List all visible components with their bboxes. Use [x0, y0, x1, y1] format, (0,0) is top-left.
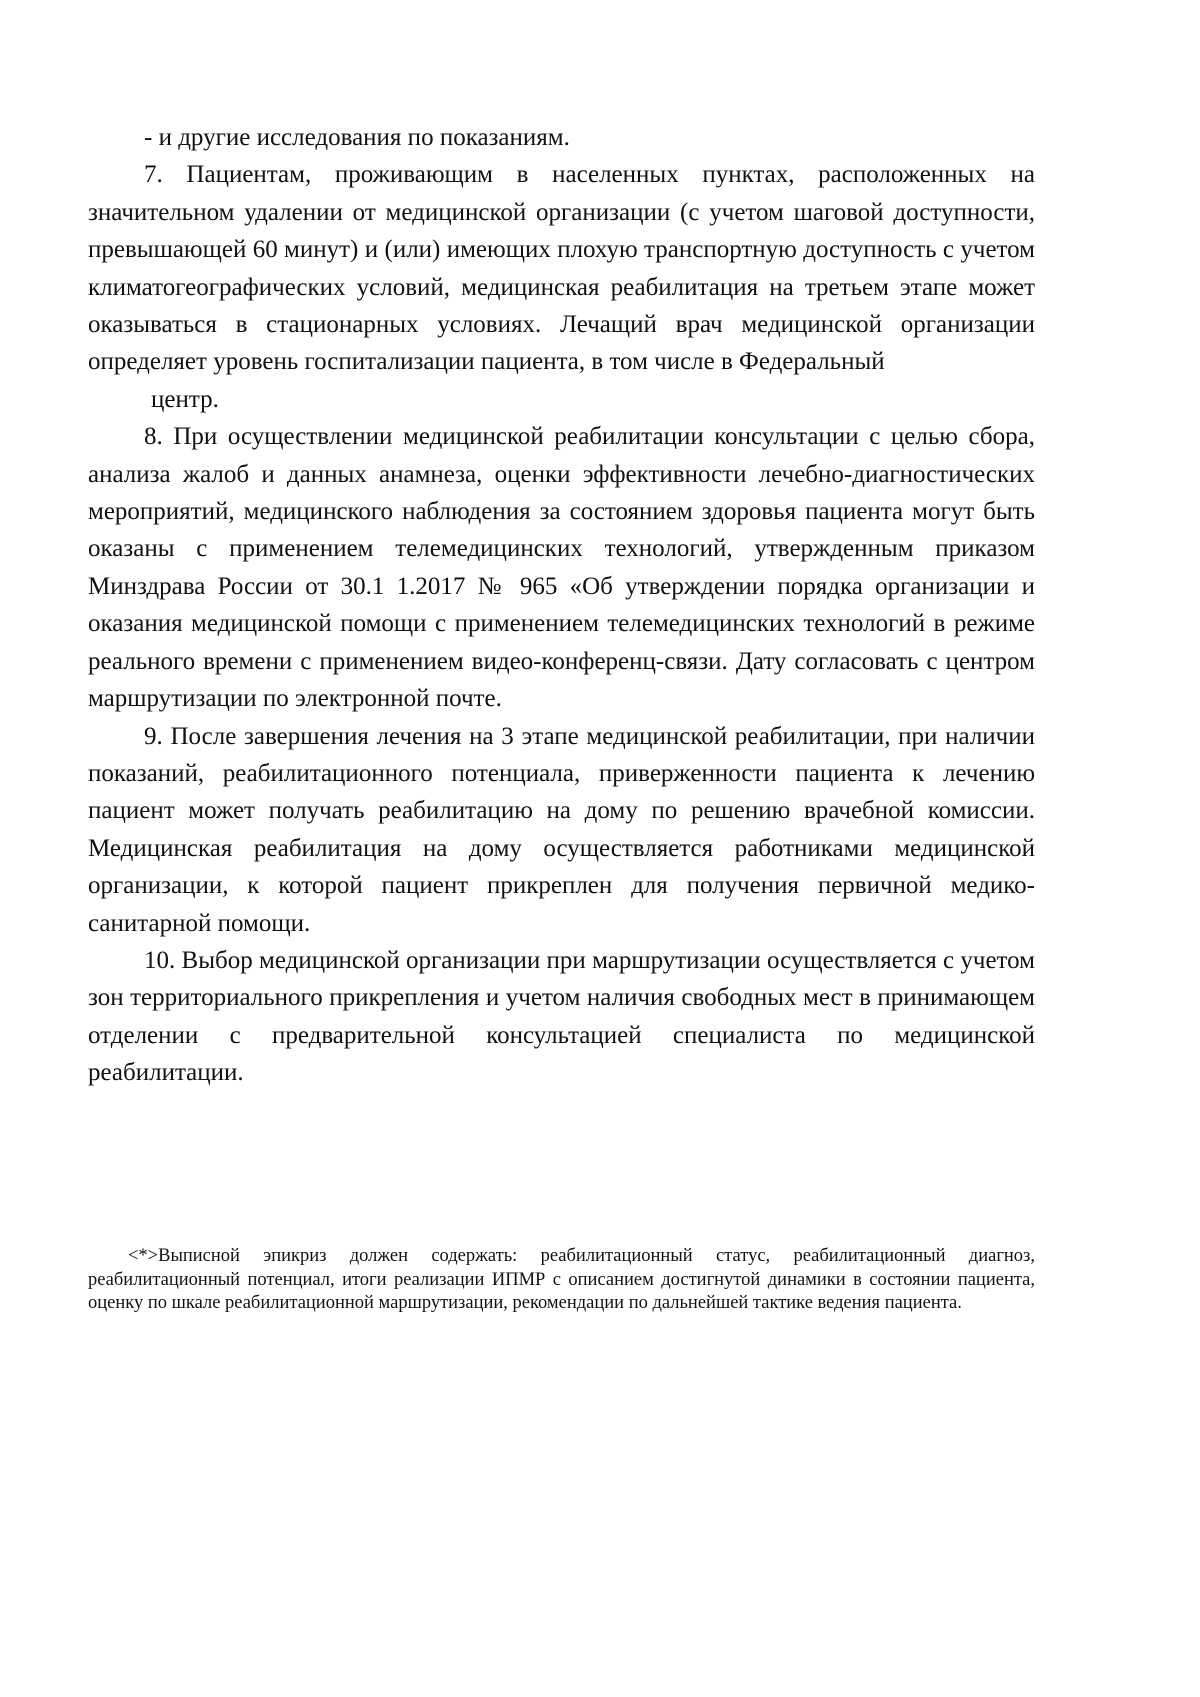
- paragraph-10: 10. Выбор медицинской организации при маршрутизации осуществляется с учетом зон территориального прикрепления и учетом наличия свободных мест в принимающем отделении с предварительной консультацией специалиста по медицинской реабилитации.: [88, 946, 1035, 1087]
- paragraph-7-tail: центр.: [151, 385, 219, 413]
- document-body: [88, 119, 1035, 1092]
- paragraph-7: 7. Пациентам, проживающим в населенных пунктах, расположенных на значительном удалении от медицинской организации (с учетом шаговой доступности, превышающей 60 минут) и (или) имеющих плохую транспортную доступность с учетом климатогеографических условий, медицинская реабилитация на третьем этапе может оказываться в стационарных условиях. Лечащий врач медицинской организации определяет уровень госпитализации пациента, в том числе в Федеральный: [88, 161, 1035, 376]
- paragraph-9: 9. После завершения лечения на 3 этапе медицинской реабилитации, при наличии показаний, реабилитационного потенциала, приверженности пациента к лечению пациент может получать реабилитацию на дому по решению врачебной комиссии. Медицинская реабилитация на дому осуществляется работниками медицинской организации, к которой пациент прикреплен для получения первичной медико-санитарной помощи.: [88, 722, 1035, 937]
- footnote-text: <*>Выписной эпикриз должен содержать: реабилитационный статус, реабилитационный диагноз, реабилитационный потенциал, итоги реализации ИПМР с описанием достигнутой динамики в состоянии пациента, оценку по шкале реабилитационной маршрутизации, рекомендации по дальнейшей тактике ведения пациента.: [88, 1246, 1035, 1313]
- footnote: [88, 1245, 1035, 1316]
- paragraph-other-studies: - и другие исследования по показаниям.: [144, 124, 570, 151]
- paragraph-8: 8. При осуществлении медицинской реабилитации консультации с целью сбора, анализа жалоб и данных анамнеза, оценки эффективности лечебно-диагностических мероприятий, медицинского наблюдения за состоянием здоровья пациента могут быть оказаны с применением телемедицинских технологий, утвержденным приказом Минздрава России от 30.1 1.2017 № 965 «Об утверждении порядка организации и оказания медицинской помощи с применением телемедицинских технологий в режиме реального времени с применением видео-конференц-связи. Дату согласовать с центром маршрутизации по электронной почте.: [88, 423, 1035, 713]
